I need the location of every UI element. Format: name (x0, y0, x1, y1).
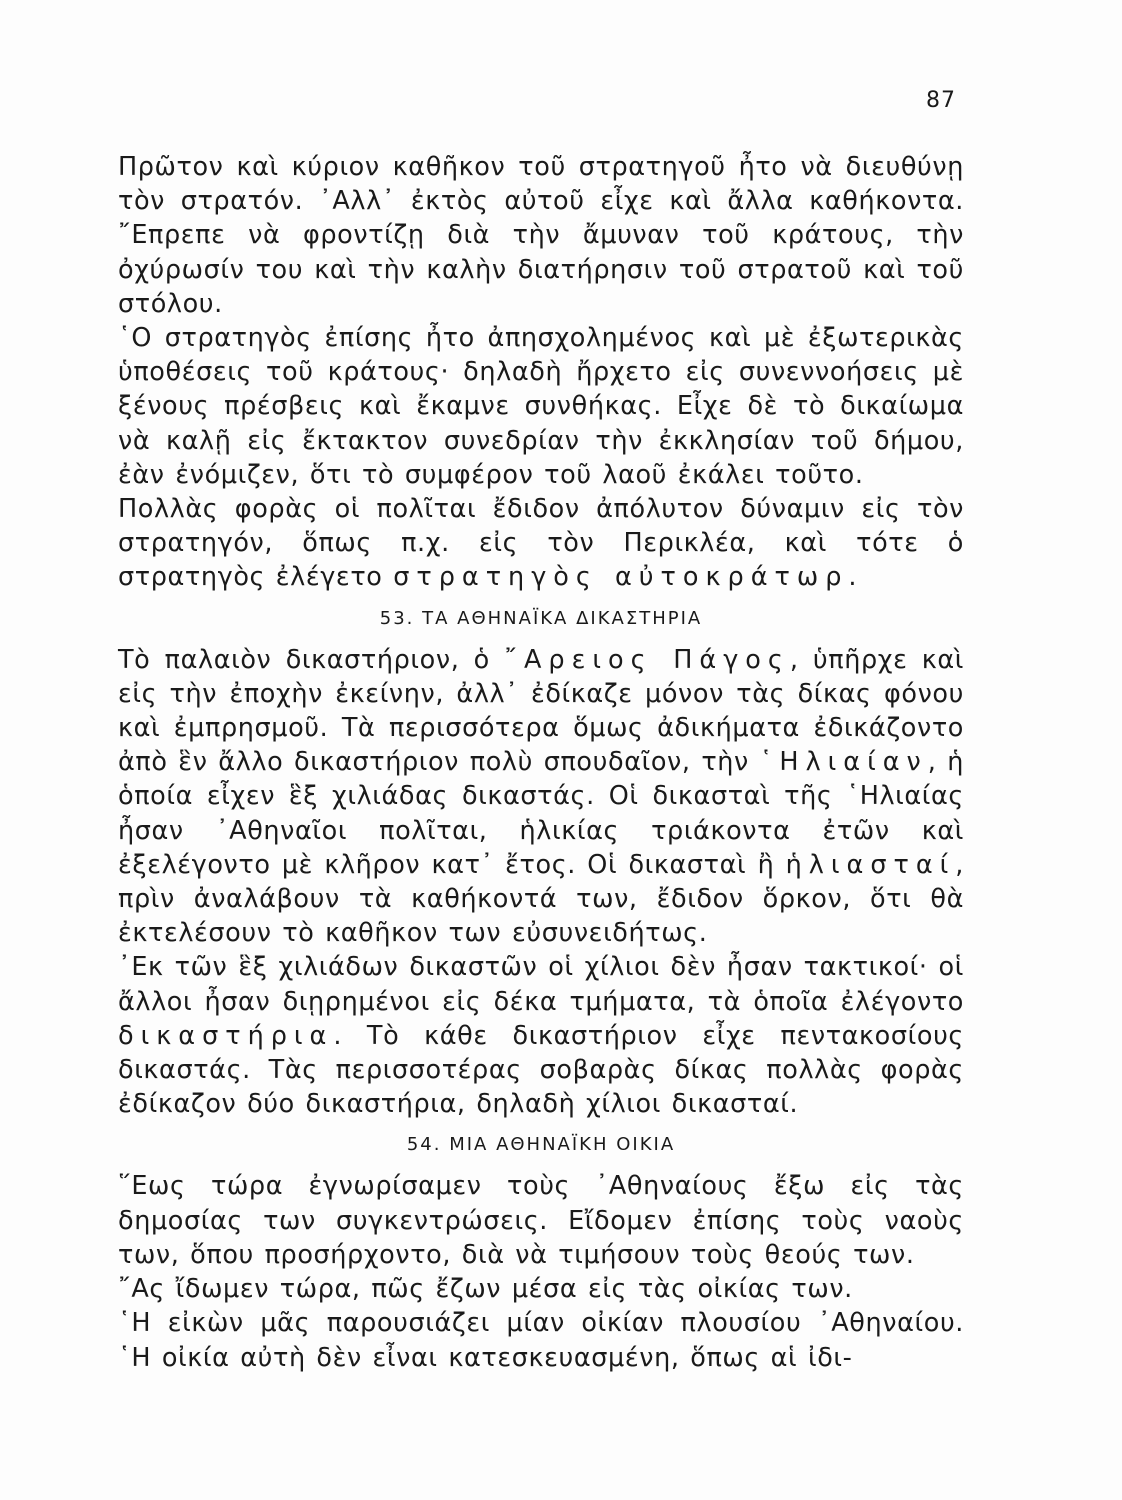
spaced-iliastai: ἡλιασταί (785, 849, 956, 880)
spaced-dikastiria: δικαστήρια (118, 1020, 334, 1051)
section-heading-54: 54. ΜΙΑ ΑΘΗΝΑΪΚΗ ΟΙΚΙΑ (406, 1134, 676, 1156)
section-heading-53: 53. ΤΑ ΑΘΗΝΑΪΚΑ ΔΙΚΑΣΤΗΡΙΑ (379, 607, 703, 629)
spaced-iliaia: ῾Ηλιαίαν (759, 747, 928, 778)
paragraph-autokrator: Πολλὰς φορὰς οἱ πολῖται ἔδιδον ἀπόλυτον δύναμιν εἰς τὸν στρατηγόν, ὅπως π.χ. εἰς τὸν Περικλέα, καὶ τότε ὁ στρατηγὸς ἐλέγετο στρατηγὸς αὐτοκράτωρ. (118, 494, 964, 593)
page-body (118, 150, 964, 1375)
paragraph-courts: Τὸ παλαιὸν δικαστήριον, ὁ ῎Αρειος Πάγος, ὑπῆρχε καὶ εἰς τὴν ἐποχὴν ἐκείνην, ἀλλ᾿ ἐδίκαζε μόνον τὰς δίκας φόνου καὶ ἐμπρησμοῦ. Τὰ περισσότερα ὅμως ἀδικήματα ἐδικάζοντο ἀπὸ ἓν ἄλλο δικαστήριον πολὺ σπουδαῖον, τὴν ῾Ηλιαίαν, ἡ ὁποία εἶχεν ἓξ χιλιάδας δικαστάς. Οἱ δικασταὶ τῆς ῾Ηλιαίας ἦσαν ᾿Αθηναῖοι πολῖται, ἡλικίας τριάκοντα ἐτῶν καὶ ἐξελέγοντο μὲ κλῆρον κατ᾿ ἔτος. Οἱ δικασταὶ ἢ ἡλιασταί, πρὶν ἀναλάβουν τὰ καθήκοντά των, ἔδιδον ὅρκον, ὅτι θὰ ἐκτελέσουν τὸ καθῆκον των εὐσυνειδήτως. (118, 644, 965, 949)
paragraph-gatherings: ῞Εως τώρα ἐγνωρίσαμεν τοὺς ᾿Αθηναίους ἔξω εἰς τὰς δημοσίας των συγκεντρώσεις. Εἴδομεν ἐπίσης τοὺς ναοὺς των, ὅπου προσήρχοντο, διὰ νὰ τιμήσουν τοὺς θεούς των. (118, 1171, 964, 1270)
spaced-areios-pagos: ῎Αρειος Πάγος (504, 644, 790, 675)
paragraph-homes: ῎Ας ἴδωμεν τώρα, πῶς ἔζων μέσα εἰς τὰς οἰκίας των. (118, 1274, 853, 1305)
paragraph-general-duties: Πρῶτον καὶ κύριον καθῆκον τοῦ στρατηγοῦ ἦτο νὰ διευθύνῃ τὸν στρατόν. ᾿Αλλ᾿ ἐκτὸς αὐτοῦ εἶχε καὶ ἄλλα καθήκοντα. ῎Επρεπε νὰ φροντίζῃ διὰ τὴν ἄμυναν τοῦ κράτους, τὴν ὀχύρωσίν του καὶ τὴν καλὴν διατήρησιν τοῦ στρατοῦ καὶ τοῦ στόλου. (118, 152, 964, 319)
paragraph-court-divisions: ᾿Εκ τῶν ἓξ χιλιάδων δικαστῶν οἱ χίλιοι δὲν ἦσαν τακτικοί· οἱ ἄλλοι ἦσαν διῃρημένοι εἰς δέκα τμήματα, τὰ ὁποῖα ἐλέγοντο δικαστήρια. Τὸ κάθε δικαστήριον εἶχε πεντακοσίους δικαστάς. Τὰς περισσοτέρας σοβαρὰς δίκας πολλὰς φορὰς ἐδίκαζον δύο δικαστήρια, δηλαδὴ χίλιοι δικασταί. (118, 952, 964, 1120)
page-number: 87 (926, 88, 956, 113)
paragraph-picture: ῾Η εἰκὼν μᾶς παρουσιάζει μίαν οἰκίαν πλουσίου ᾿Αθηναίου. ῾Η οἰκία αὐτὴ δὲν εἶναι κατεσκευασμένη, ὅπως αἱ ἰδι- (118, 1308, 964, 1373)
paragraph-foreign-affairs: ῾Ο στρατηγὸς ἐπίσης ἦτο ἀπησχολημένος καὶ μὲ ἐξωτερικὰς ὑποθέσεις τοῦ κράτους· δηλαδὴ ἤρχετο εἰς συνεννοήσεις μὲ ξένους πρέσβεις καὶ ἔκαμνε συνθήκας. Εἶχε δὲ τὸ δικαίωμα νὰ καλῇ εἰς ἔκτακτον συνεδρίαν τὴν ἐκκλησίαν τοῦ δήμου, ἐὰν ἐνόμιζεν, ὅτι τὸ συμφέρον τοῦ λαοῦ ἐκάλει τοῦτο. (118, 323, 964, 490)
spaced-phrase: στρατηγὸς αὐτοκράτωρ. (393, 562, 864, 593)
